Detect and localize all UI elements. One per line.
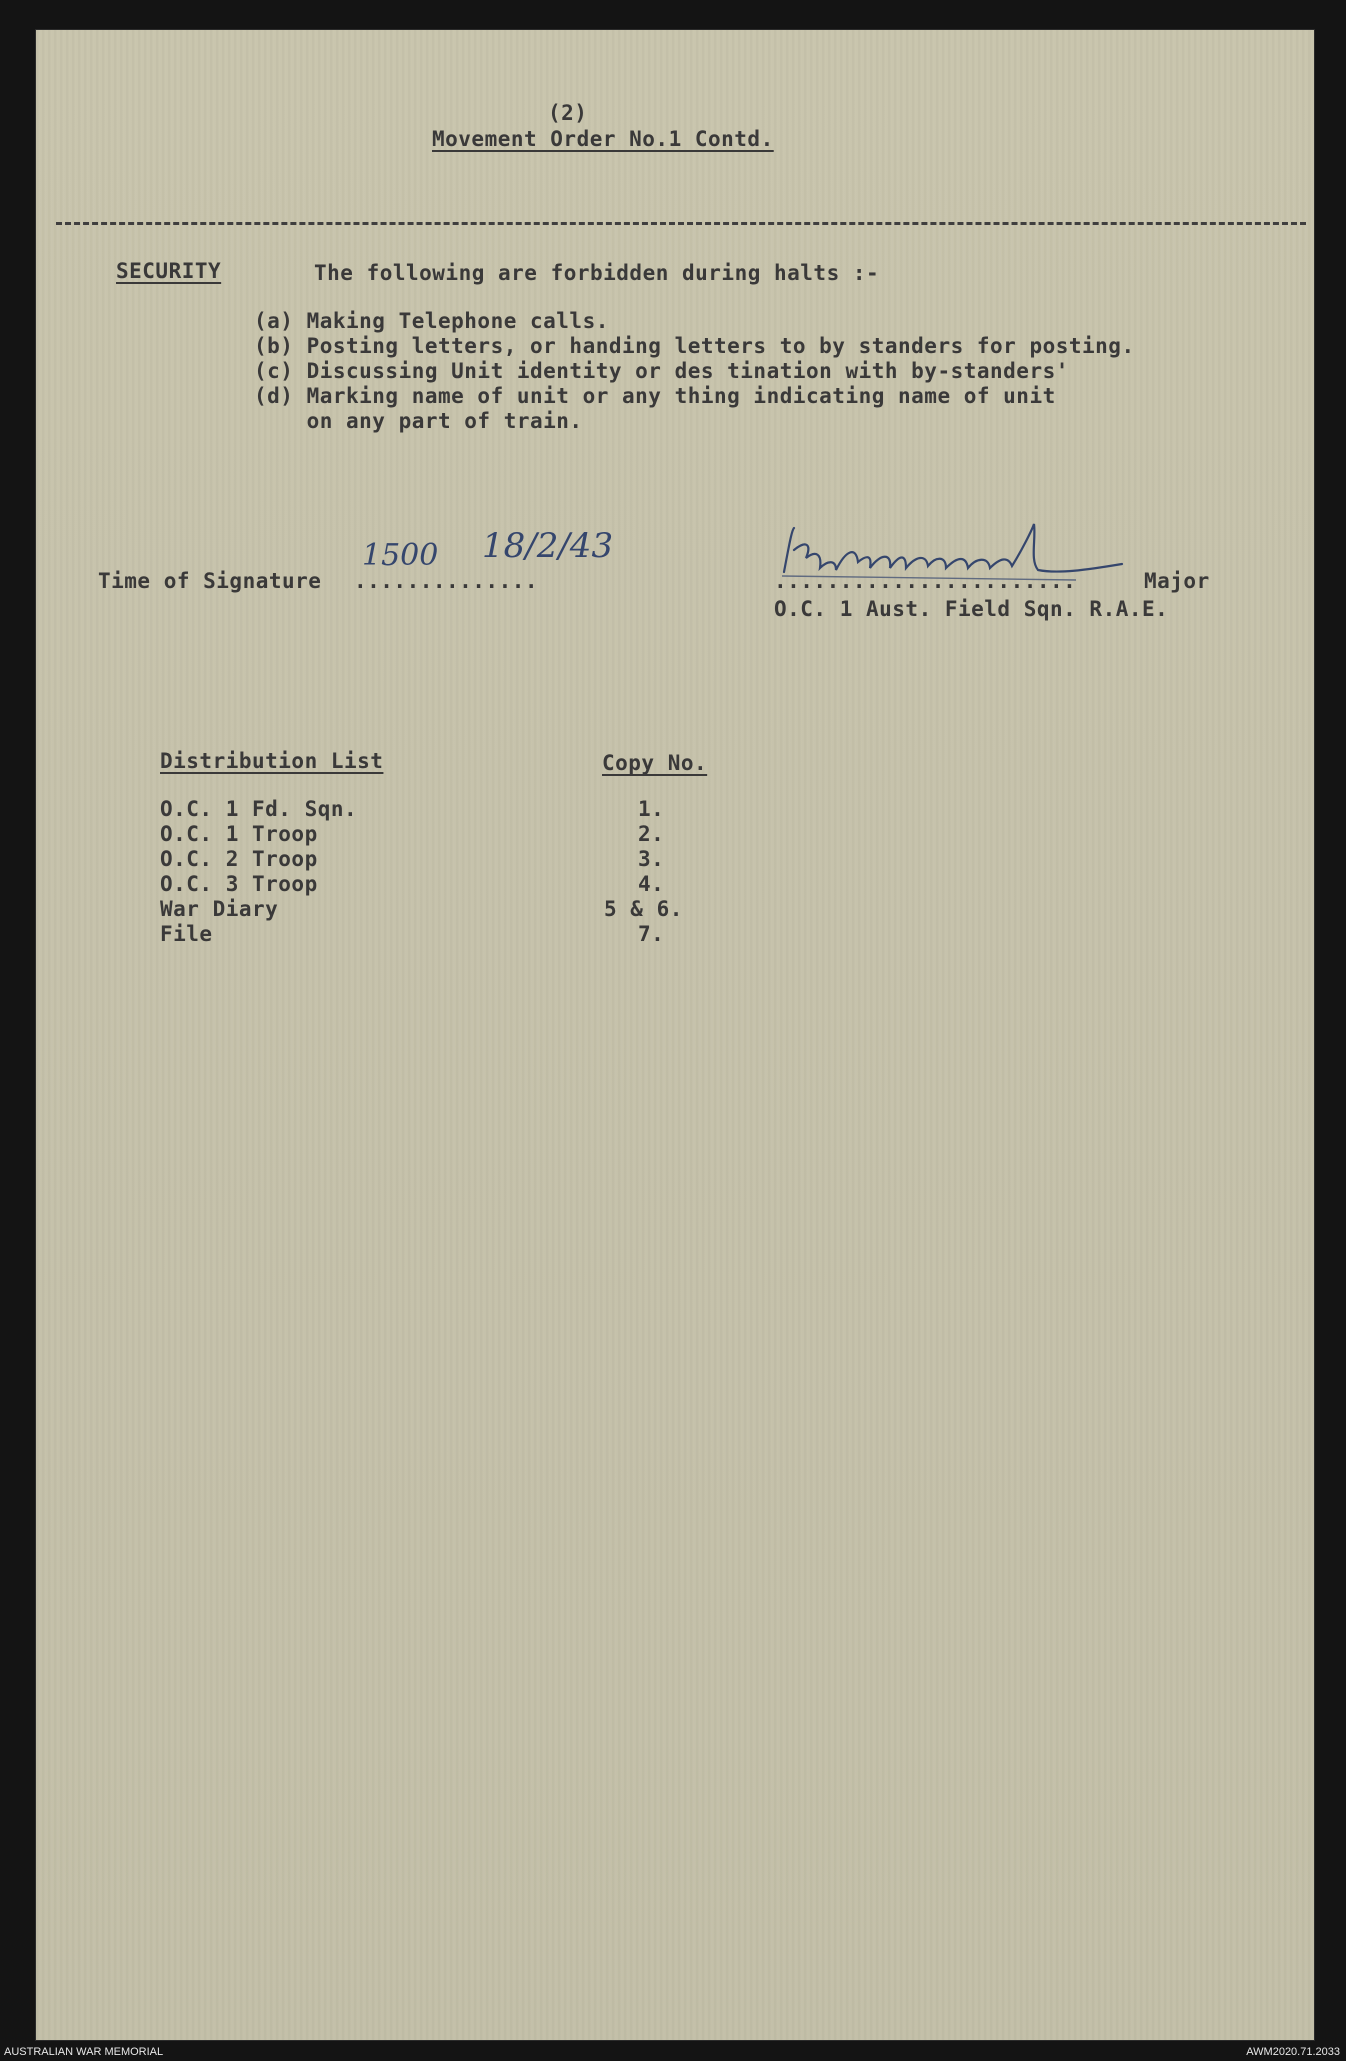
security-item: on any part of train. [254,409,583,433]
distribution-recipient: War Diary [160,897,279,921]
dashed-divider [56,222,1306,225]
distribution-copy: 2. [638,822,665,846]
distribution-recipient: O.C. 1 Troop [160,822,318,846]
distribution-copy: 4. [638,872,665,896]
security-item: (b) Posting letters, or handing letters to by standers for posting. [254,334,1135,358]
copy-number-heading: Copy No. [602,751,708,775]
distribution-recipient: O.C. 3 Troop [160,872,318,896]
signatory-rank: Major [1144,569,1210,593]
distribution-heading: Distribution List [160,749,384,773]
security-item: (c) Discussing Unit identity or des tination with by-standers' [254,359,1069,383]
security-intro: The following are forbidden during halts :- [314,261,880,285]
page-number: (2) [548,101,588,125]
distribution-recipient: File [160,922,213,946]
distribution-recipient: O.C. 2 Troop [160,847,318,871]
distribution-copy: 7. [638,922,665,946]
distribution-copy: 1. [638,797,665,821]
document-title: Movement Order No.1 Contd. [432,127,774,151]
document-page [36,30,1314,2040]
distribution-table [160,796,760,966]
security-item: (d) Marking name of unit or any thing indicating name of unit [254,384,1056,408]
distribution-copy: 5 & 6. [604,897,683,921]
handwritten-time: 1500 [362,538,439,573]
time-of-signature-label: Time of Signature [98,569,322,593]
security-heading: SECURITY [116,259,222,283]
signature-dots: ....................... [774,569,1077,593]
distribution-copy: 3. [638,847,665,871]
signatory-unit: O.C. 1 Aust. Field Sqn. R.A.E. [774,597,1169,621]
distribution-recipient: O.C. 1 Fd. Sqn. [160,797,358,821]
handwritten-signature [776,510,1136,590]
handwritten-date: 18/2/43 [482,526,614,566]
footer-right: AWM2020.71.2033 [1246,2046,1340,2058]
security-item: (a) Making Telephone calls. [254,309,609,333]
time-of-signature-dots: .............. [354,569,539,593]
footer-left: AUSTRALIAN WAR MEMORIAL [4,2046,164,2058]
